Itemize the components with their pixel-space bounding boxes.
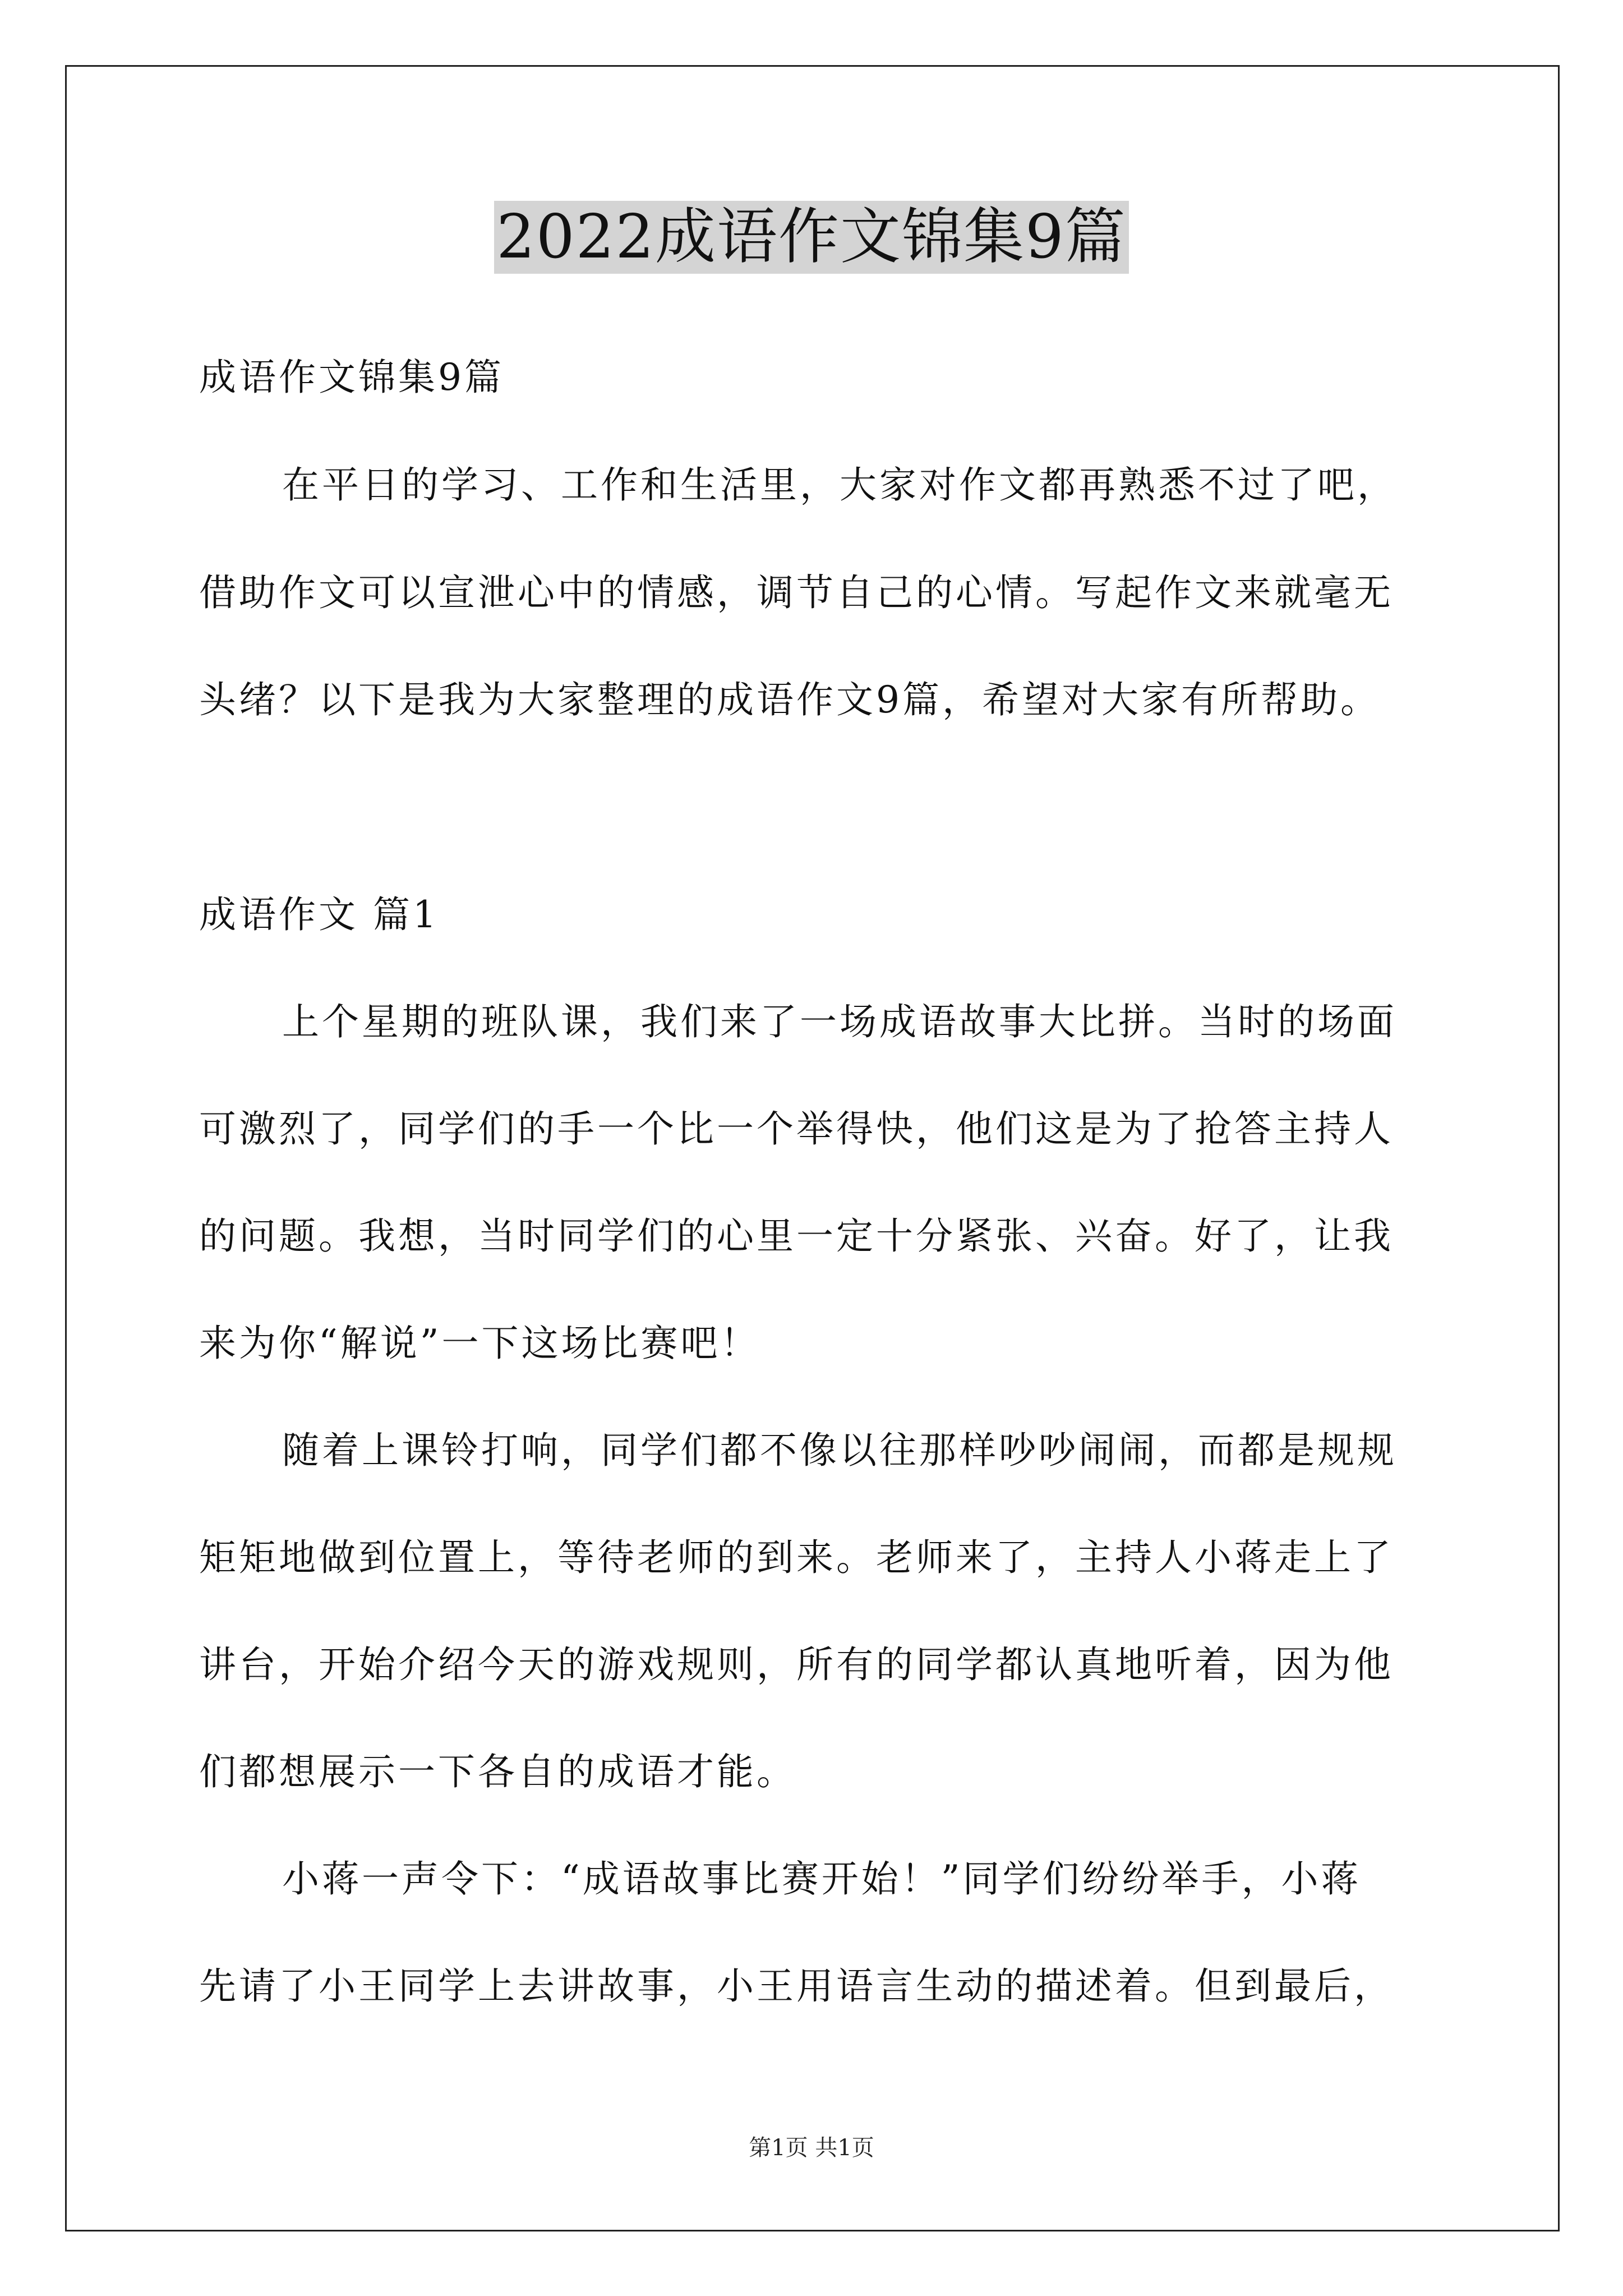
section-heading: 成语作文 篇1: [199, 893, 439, 936]
intro-line: 在平日的学习、工作和生活里，大家对作文都再熟悉不过了吧，: [282, 463, 1397, 507]
paragraph-line: 来为你“解说”一下这场比赛吧！: [199, 1322, 760, 1365]
intro-line: 借助作文可以宣泄心中的情感，调节自己的心情。写起作文来就毫无: [199, 571, 1394, 614]
document-title: 2022成语作文锦集9篇: [494, 201, 1129, 274]
document-subtitle: 成语作文锦集9篇: [199, 356, 504, 399]
paragraph-line: 先请了小王同学上去讲故事，小王用语言生动的描述着。但到最后，: [199, 1964, 1394, 2008]
paragraph-line: 上个星期的班队课，我们来了一场成语故事大比拼。当时的场面: [282, 1000, 1397, 1043]
title-container: [0, 201, 1623, 274]
paragraph-line: 矩矩地做到位置上，等待老师的到来。老师来了，主持人小蒋走上了: [199, 1536, 1394, 1579]
paragraph-line: 的问题。我想，当时同学们的心里一定十分紧张、兴奋。好了，让我: [199, 1214, 1394, 1258]
paragraph-line: 讲台，开始介绍今天的游戏规则，所有的同学都认真地听着，因为他: [199, 1643, 1394, 1686]
paragraph-line: 小蒋一声令下：“成语故事比赛开始！”同学们纷纷举手，小蒋: [282, 1857, 1361, 1901]
page-footer: 第1页 共1页: [749, 2135, 874, 2161]
intro-line: 头绪？以下是我为大家整理的成语作文9篇，希望对大家有所帮助。: [199, 678, 1380, 721]
paragraph-line: 们都想展示一下各自的成语才能。: [199, 1750, 796, 1793]
paragraph-line: 随着上课铃打响，同学们都不像以往那样吵吵闹闹，而都是规规: [282, 1429, 1397, 1472]
paragraph-line: 可激烈了，同学们的手一个比一个举得快，他们这是为了抢答主持人: [199, 1107, 1394, 1151]
